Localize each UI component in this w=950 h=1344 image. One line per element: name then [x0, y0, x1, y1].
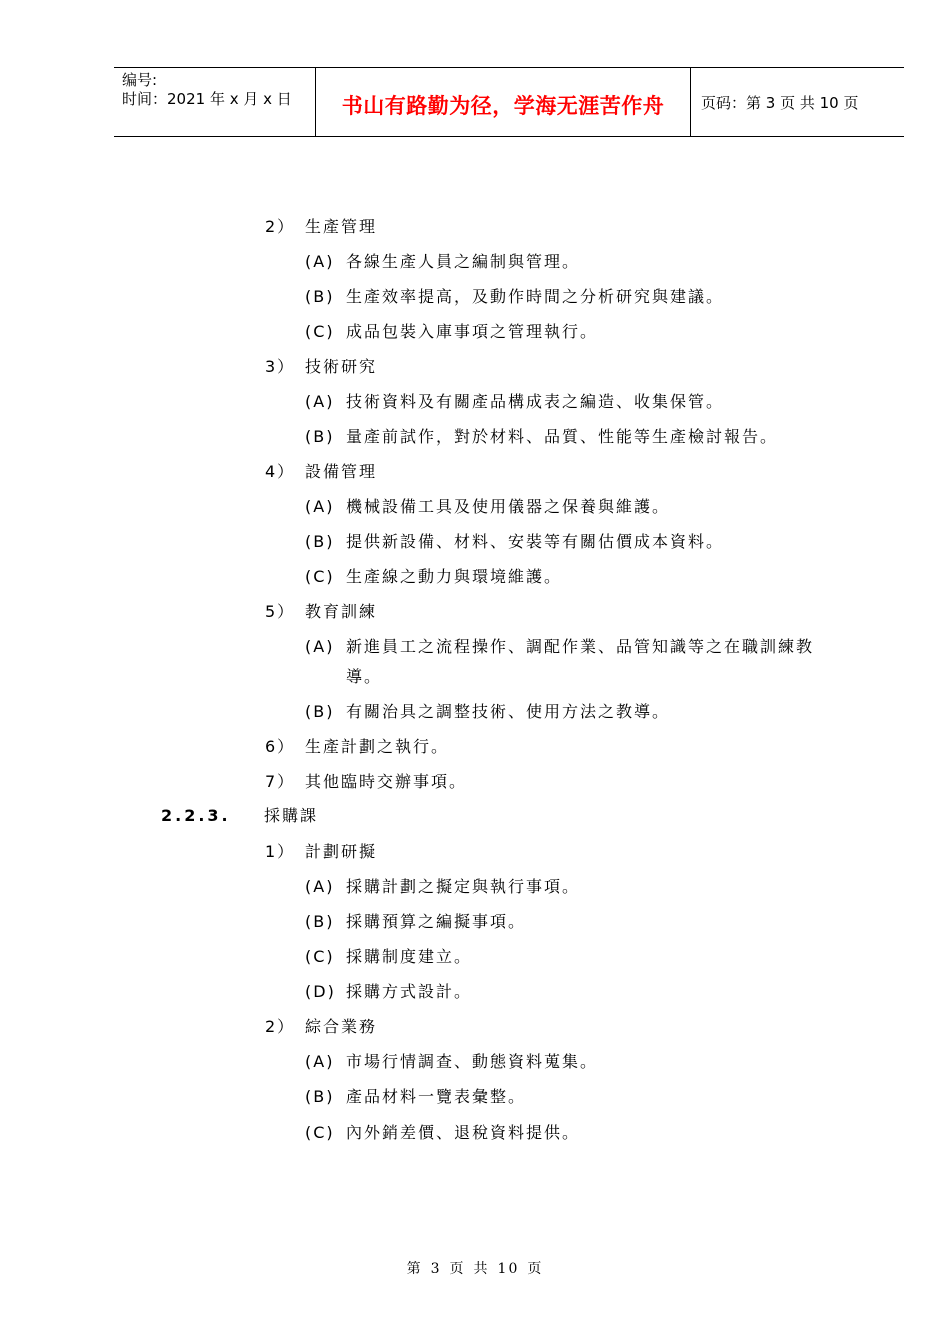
item-text: 導。: [346, 667, 383, 686]
item-text: 提供新設備、材料、安裝等有關估價成本資料。: [346, 532, 725, 551]
item-number: 2）: [265, 1017, 296, 1036]
header-right-cell: [691, 68, 904, 136]
item-text: 生產線之動力與環境維護。: [346, 567, 563, 586]
item-text: 新進員工之流程操作、調配作業、品管知識等之在職訓練教: [346, 637, 815, 656]
document-header: [114, 67, 904, 137]
item-number: (A): [305, 392, 335, 411]
item-number: (A): [305, 877, 335, 896]
time-label: 时间：2021 年 x 月 x 日: [122, 90, 292, 108]
item-number: (B): [305, 532, 335, 551]
item-number: (A): [305, 637, 335, 656]
doc-number-label: 编号:: [122, 71, 158, 89]
item-number: (C): [305, 322, 335, 341]
item-number: (C): [305, 947, 335, 966]
item-text: 設備管理: [305, 462, 378, 481]
item-text: 生產效率提高，及動作時間之分析研究與建議。: [346, 287, 725, 306]
item-text: 量產前試作，對於材料、品質、性能等生產檢討報告。: [346, 427, 779, 446]
item-number: 7）: [265, 772, 296, 791]
item-text: 採購計劃之擬定與執行事項。: [346, 877, 581, 896]
item-text: 教育訓練: [305, 602, 378, 621]
item-number: (C): [305, 567, 335, 586]
item-text: 市場行情調查、動態資料蒐集。: [346, 1052, 599, 1071]
item-number: 3）: [265, 357, 296, 376]
item-number: 2）: [265, 217, 296, 236]
item-text: 技術研究: [305, 357, 378, 376]
item-text: 有關治具之調整技術、使用方法之教導。: [346, 702, 671, 721]
section-number: 2.2.3.: [161, 806, 231, 825]
item-number: (B): [305, 287, 335, 306]
item-number: (D): [305, 982, 336, 1001]
footer-gong: 共: [473, 1261, 490, 1277]
item-text: 採購方式設計。: [346, 982, 473, 1001]
footer-di: 第: [406, 1261, 423, 1277]
item-text: 技術資料及有關產品構成表之編造、收集保管。: [346, 392, 725, 411]
item-text: 產品材料一覽表彙整。: [346, 1087, 527, 1106]
item-number: (B): [305, 702, 335, 721]
footer-ye: 页: [527, 1261, 544, 1277]
header-motto: 书山有路勤为径，学海无涯苦作舟: [341, 94, 665, 118]
item-text: 其他臨時交辦事項。: [305, 772, 468, 791]
footer-page-number: 3: [430, 1261, 442, 1277]
item-text: 生產管理: [305, 217, 378, 236]
item-number: (B): [305, 1087, 335, 1106]
header-left-cell: [114, 68, 316, 136]
item-number: 4）: [265, 462, 296, 481]
header-page-info: 页码：第 3 页 共 10 页: [701, 94, 859, 112]
item-number: (B): [305, 912, 335, 931]
item-text: 採購制度建立。: [346, 947, 473, 966]
item-text: 計劃研擬: [305, 842, 378, 861]
header-middle-cell: [316, 68, 691, 136]
item-number: (A): [305, 497, 335, 516]
footer-total-pages: 10: [497, 1261, 520, 1277]
item-text: 採購預算之編擬事項。: [346, 912, 527, 931]
item-number: (A): [305, 252, 335, 271]
item-text: 生產計劃之執行。: [305, 737, 450, 756]
item-number: 5）: [265, 602, 296, 621]
item-number: 6）: [265, 737, 296, 756]
footer-ye: 页: [449, 1261, 466, 1277]
item-number: 1）: [265, 842, 296, 861]
item-text: 機械設備工具及使用儀器之保養與維護。: [346, 497, 671, 516]
item-text: 綜合業務: [305, 1017, 378, 1036]
item-text: 成品包裝入庫事項之管理執行。: [346, 322, 599, 341]
page-footer: [0, 1258, 950, 1278]
item-number: (B): [305, 427, 335, 446]
item-text: 內外銷差價、退稅資料提供。: [346, 1123, 581, 1142]
item-number: (C): [305, 1123, 335, 1142]
item-number: (A): [305, 1052, 335, 1071]
item-text: 各線生產人員之編制與管理。: [346, 252, 581, 271]
section-title: 採購課: [264, 806, 319, 825]
